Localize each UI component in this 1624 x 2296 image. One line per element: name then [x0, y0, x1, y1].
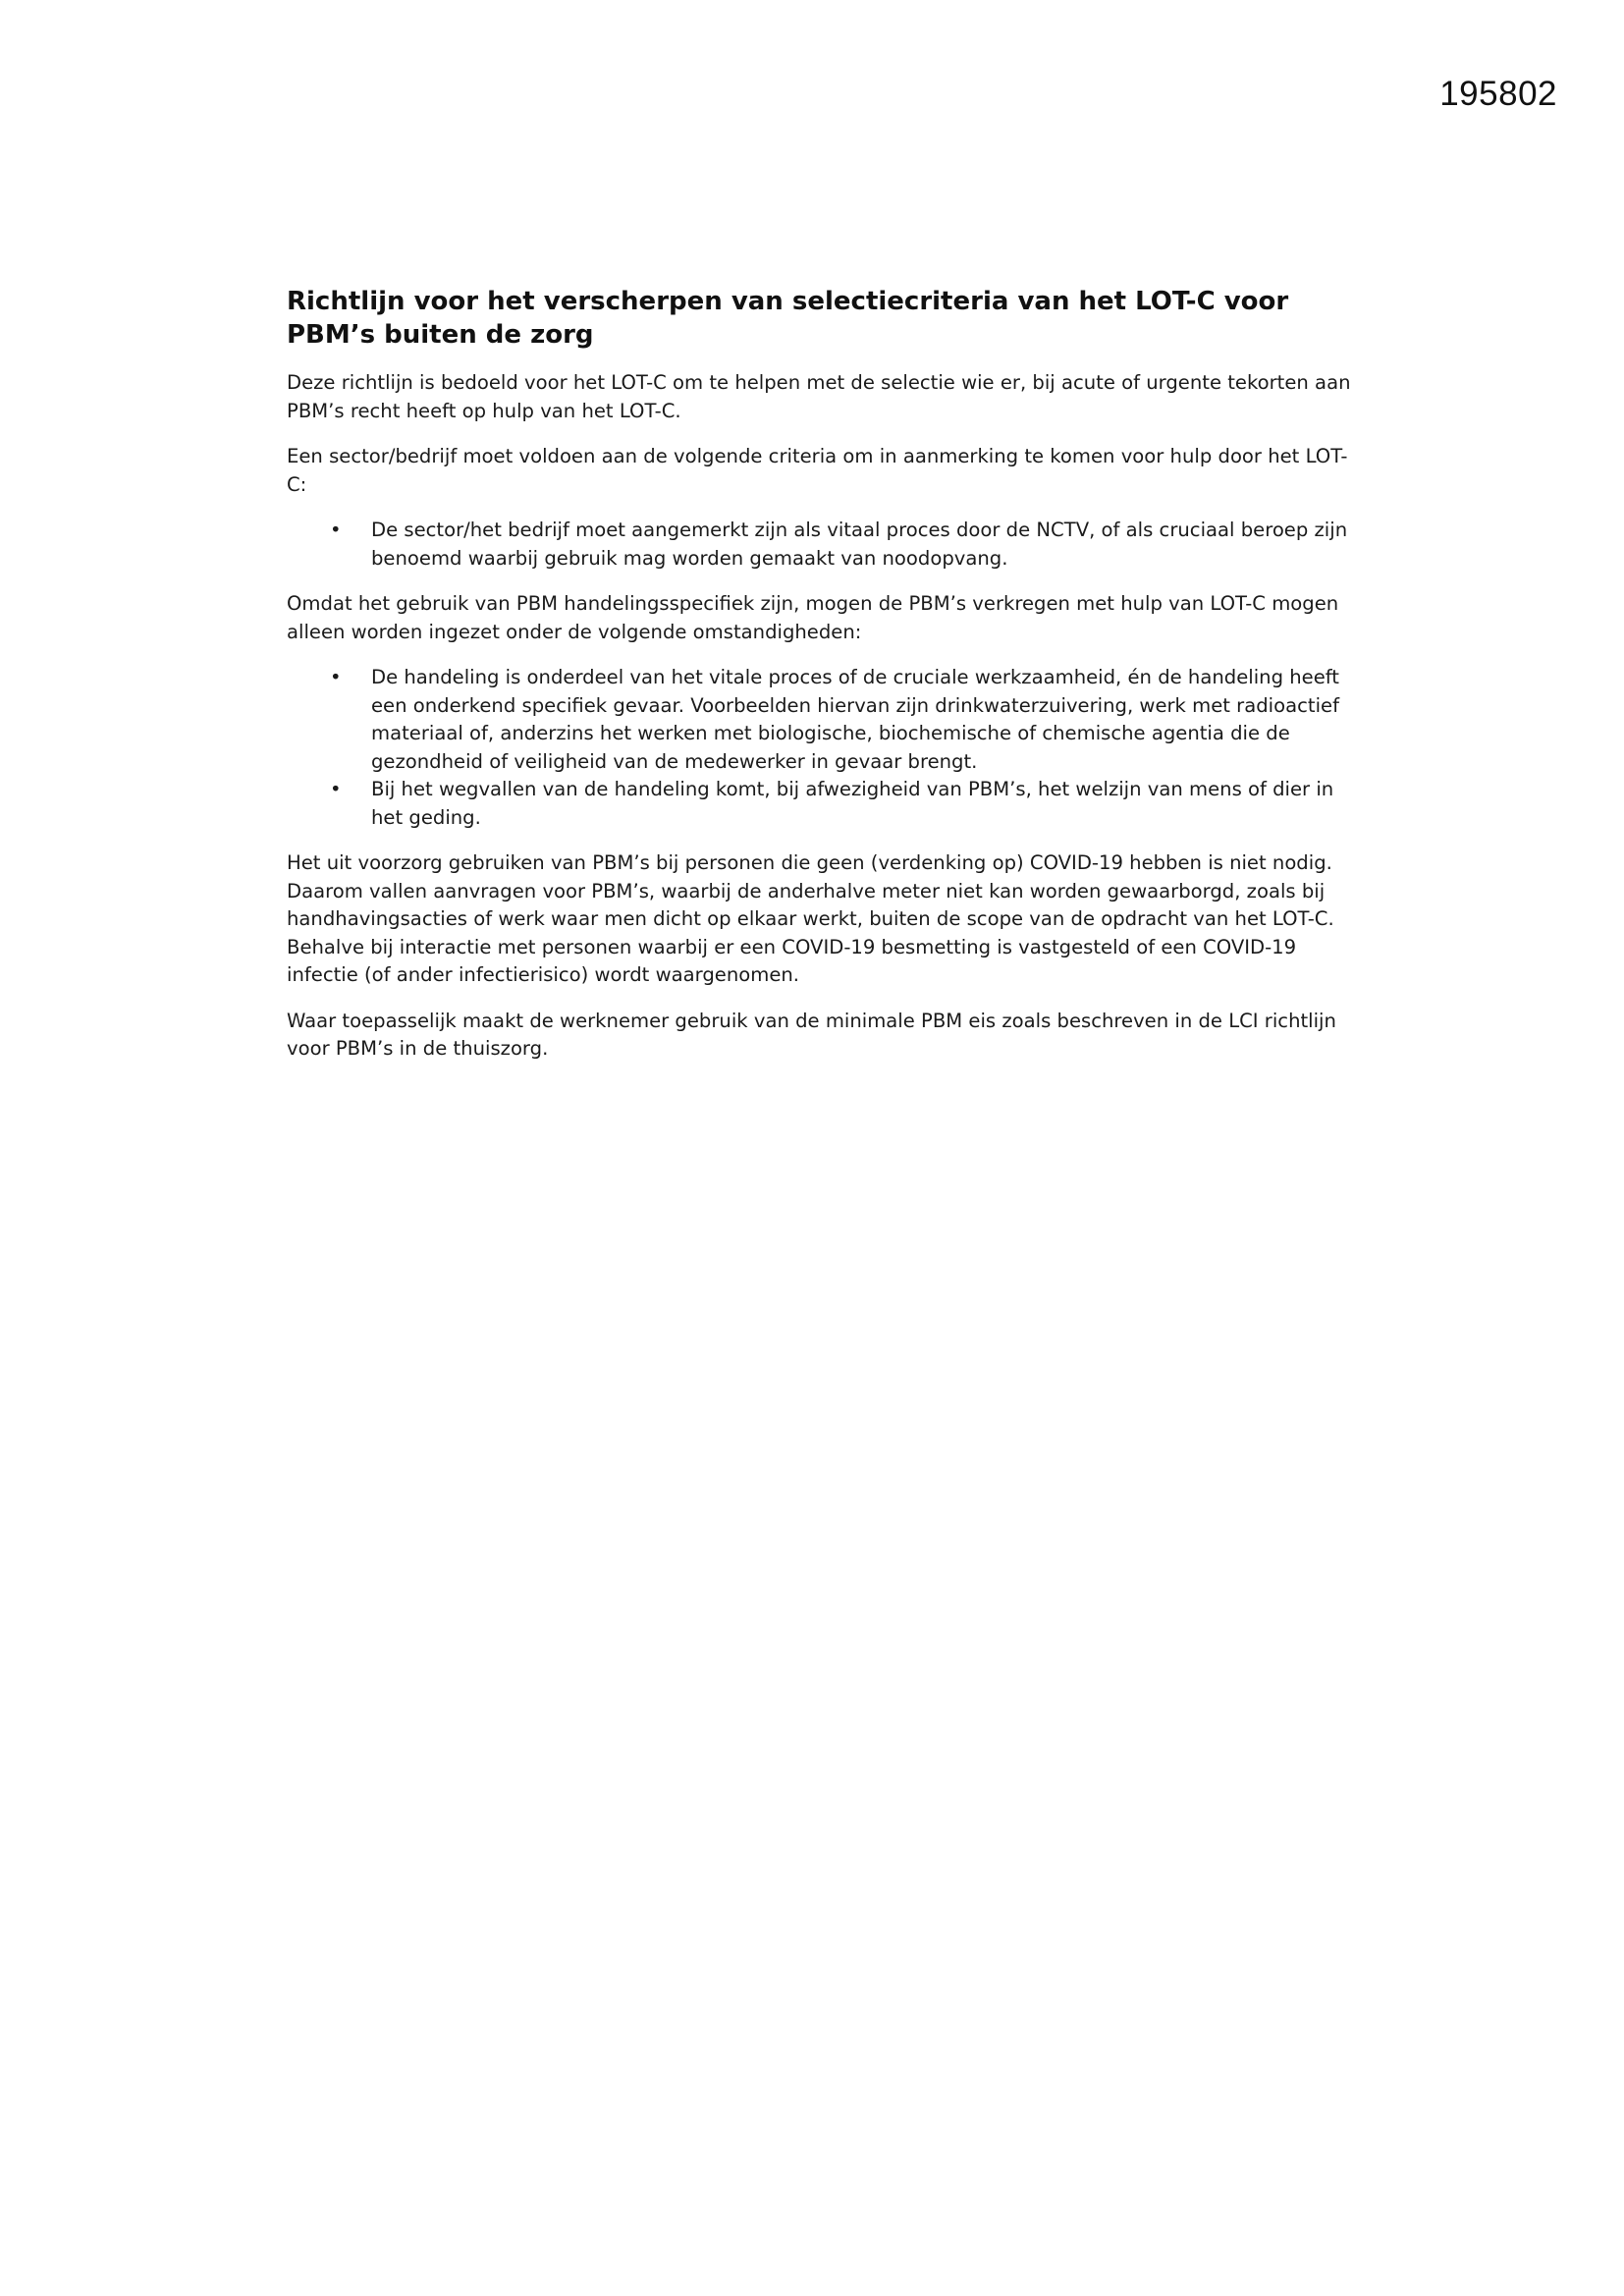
document-title: Richtlijn voor het verscherpen van selectiecriteria van het LOT-C voor PBM’s buiten de zorg — [287, 287, 1289, 350]
document-body — [287, 285, 1367, 1081]
conditions-list-item — [287, 776, 1367, 832]
closing-paragraph: Waar toepasselijk maakt de werknemer gebruik van de minimale PBM eis zoals beschreven in de LCI richtlijn voor PBM’s in de thuiszorg. — [287, 1009, 1336, 1060]
conditions-list — [287, 664, 1367, 832]
bullet-icon: • — [330, 519, 342, 541]
condition-text: Bij het wegvallen van de handeling komt, bij afwezigheid van PBM’s, het welzijn van mens of dier in het geding. — [371, 778, 1334, 829]
condition-text: De handeling is onderdeel van het vitale proces of de cruciale werkzaamheid, én de handeling heeft een onderkend specifiek gevaar. Voorbeelden hiervan zijn drinkwaterzuivering, werk met radioactief materiaal of, anderzins het werken met biologische, biochemische of chemische agentia die de gezondheid of veiligheid van de medewerker in gevaar brengt. — [371, 666, 1339, 773]
intro-paragraph: Deze richtlijn is bedoeld voor het LOT-C om te helpen met de selectie wie er, bij acute of urgente tekorten aan PBM’s recht heeft op hulp van het LOT-C. — [287, 371, 1351, 422]
precaution-paragraph: Het uit voorzorg gebruiken van PBM’s bij personen die geen (verdenking op) COVID-19 hebben is niet nodig. Daarom vallen aanvragen voor PBM’s, waarbij de anderhalve meter niet kan worden gewaarborgd, zoals bij handhavingsacties of werk waar men dicht op elkaar werkt, buiten de scope van de opdracht van het LOT-C. Behalve bij interactie met personen waarbij er een COVID-19 besmetting is vastgesteld of een COVID-19 infectie (of ander infectierisico) wordt waargenomen. — [287, 851, 1334, 986]
bullet-icon: • — [330, 666, 342, 688]
conditions-list-item — [287, 664, 1367, 776]
document-number: 195802 — [1439, 75, 1557, 113]
bullet-icon: • — [330, 778, 342, 800]
criteria-list — [287, 517, 1367, 573]
criteria-list-item — [287, 517, 1367, 573]
criteria-intro-paragraph: Een sector/bedrijf moet voldoen aan de volgende criteria om in aanmerking te komen voor hulp door het LOT-C: — [287, 445, 1348, 496]
criteria-text: De sector/het bedrijf moet aangemerkt zijn als vitaal proces door de NCTV, of als cruciaal beroep zijn benoemd waarbij gebruik mag worden gemaakt van noodopvang. — [371, 519, 1348, 570]
conditions-intro-paragraph: Omdat het gebruik van PBM handelingsspecifiek zijn, mogen de PBM’s verkregen met hulp van LOT-C mogen alleen worden ingezet onder de volgende omstandigheden: — [287, 592, 1339, 643]
